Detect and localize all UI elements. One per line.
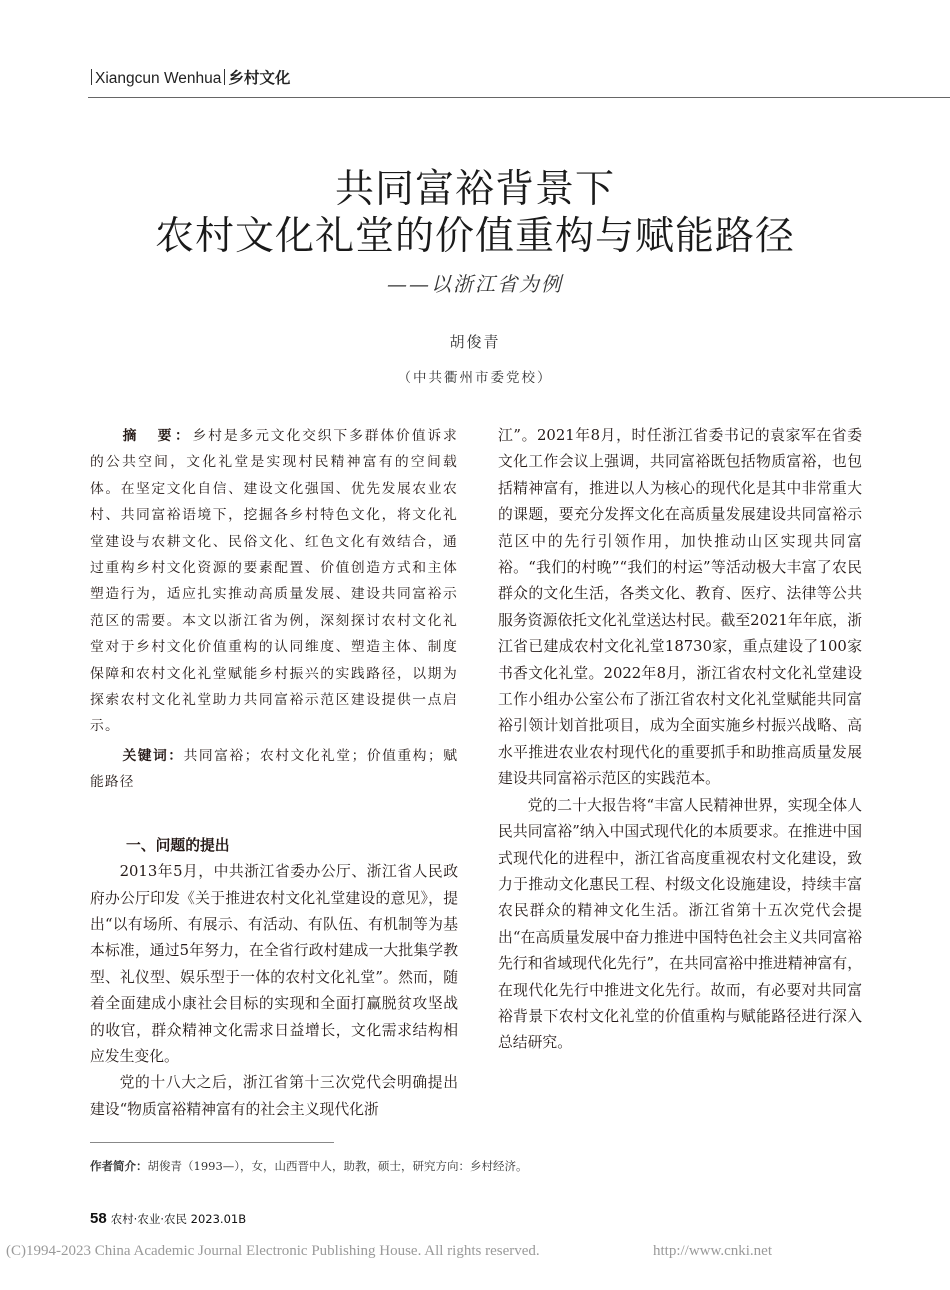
journal-name-en: Xiangcun Wenhua — [95, 70, 222, 87]
footnote-text: 胡俊青（1993—），女，山西晋中人，助教，硕士，研究方向：乡村经济。 — [147, 1159, 528, 1173]
paragraph-continued: 江”。2021年8月，时任浙江省委书记的袁家军在省委文化工作会议上强调，共同富裕既包括物质富裕，也包括精神富有，推进以人为核心的现代化是其中非常重大的课题，要充分发挥文化在高质量发展建设共同富裕示范区中的先行引领作用，加快推动山区实现共同富裕。“我们的村晚”“我们的村运”等活动极大丰富了农民群众的文化生活，各类文化、教育、医疗、法律等公共服务资源依托文化礼堂送达村民。截至2021年年底，浙江省已建成农村文化礼堂18730家，重点建设了100家书香文化礼堂。2022年8月，浙江省农村文化礼堂建设工作小组办公室公布了浙江省农村文化礼堂赋能共同富裕引领计划首批项目，成为全面实施乡村振兴战略、高水平推进农业农村现代化的重要抓手和助推高质量发展建设共同富裕示范区的实践范本。 — [498, 427, 862, 788]
paragraph: 党的十八大之后，浙江省第十三次党代会明确提出建设“物质富裕精神富有的社会主义现代化浙 — [90, 1074, 458, 1118]
keywords — [90, 743, 458, 796]
journal-header — [88, 66, 290, 88]
right-column — [498, 423, 862, 1057]
paragraph: 2013年5月，中共浙江省委办公厅、浙江省人民政府办公厅印发《关于推进农村文化礼堂建设的意见》，提出“以有场所、有展示、有活动、有队伍、有机制等为基本标准，通过5年努力，在全省行政村建成一大批集学教型、礼仪型、娱乐型于一体的农村文化礼堂”。然而，随着全面建成小康社会目标的实现和全面打赢脱贫攻坚战的收官，群众精神文化需求日益增长，文化需求结构相应发生变化。 — [90, 863, 458, 1065]
journal-issue: 农村·农业·农民 2023.01B — [110, 1212, 247, 1226]
footnote-label: 作者简介： — [90, 1159, 148, 1173]
abstract — [90, 423, 458, 740]
author-affiliation: （中共衢州市委党校） — [397, 370, 553, 386]
page-number: 58 — [90, 1210, 107, 1227]
header-divider — [91, 69, 92, 85]
abstract-text: 乡村是多元文化交织下多群体价值诉求的公共空间，文化礼堂是实现村民精神富有的空间载体。在坚定文化自信、建设文化强国、优先发展农业农村、共同富裕语境下，挖掘各乡村特色文化，将文化礼堂建设与农耕文化、民俗文化、红色文化有效结合，通过重构乡村文化资源的要素配置、价值创造方式和主体塑造行为，适应扎实推动高质量发展、建设共同富裕示范区的需要。本文以浙江省为例，深刻探讨农村文化礼堂对于乡村文化价值重构的认同维度、塑造主体、制度保障和农村文化礼堂赋能乡村振兴的实践路径，以期为探索农村文化礼堂助力共同富裕示范区建设提供一点启示。 — [90, 428, 459, 735]
paragraph: 党的二十大报告将“丰富人民精神世界，实现全体人民共同富裕”纳入中国式现代化的本质要求。在推进中国式现代化的进程中，浙江省高度重视农村文化建设，致力于推动文化惠民工程、村级文化设施建设，持续丰富农民群众的精神文化生活。浙江省第十五次党代会提出“在高质量发展中奋力推进中国特色社会主义共同富裕先行和省域现代化先行”，在共同富裕中推进精神富有，在现代化先行中推进文化先行。故而，有必要对共同富裕背景下农村文化礼堂的价值重构与赋能路径进行深入总结研究。 — [498, 796, 862, 1052]
column-name: 乡村文化 — [228, 69, 291, 87]
author-footnote — [90, 1158, 528, 1174]
keywords-text: 共同富裕；农村文化礼堂；价值重构；赋能路径 — [90, 747, 459, 791]
keywords-label: 关键词： — [122, 747, 184, 764]
cnki-url: http://www.cnki.net — [653, 1243, 773, 1259]
article-subtitle: ——以浙江省为例 — [387, 272, 563, 296]
header-divider — [224, 69, 225, 85]
author-name: 胡俊青 — [449, 333, 501, 351]
left-column — [90, 423, 458, 1123]
section-heading: 一、问题的提出 — [126, 836, 230, 854]
header-rule — [88, 97, 950, 98]
copyright-text: (C)1994-2023 China Academic Journal Electronic Publishing House. All rights reserved. — [6, 1243, 540, 1259]
abstract-label: 摘 要： — [122, 428, 193, 444]
article-title-line1: 共同富裕背景下 — [334, 167, 615, 212]
footnote-rule — [90, 1142, 334, 1143]
page-footer — [90, 1210, 246, 1227]
article-title-line2: 农村文化礼堂的价值重构与赋能路径 — [154, 214, 795, 259]
